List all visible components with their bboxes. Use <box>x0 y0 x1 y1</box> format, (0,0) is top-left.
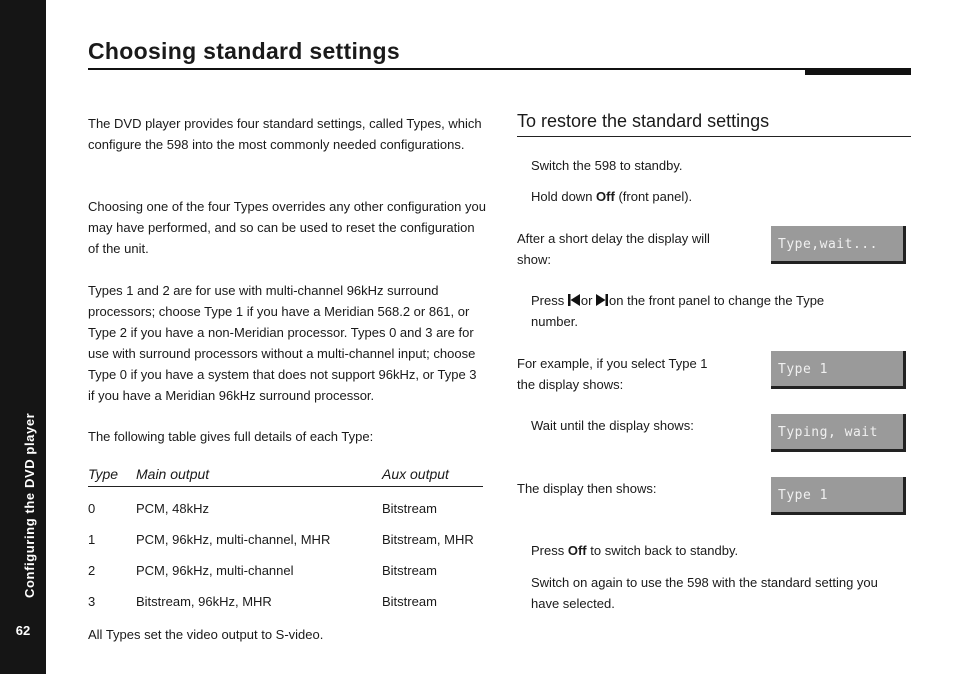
table-row <box>88 524 483 555</box>
table-row <box>88 487 483 525</box>
example-text: For example, if you select Type 1 the display shows: <box>517 356 708 392</box>
title-rule-block <box>805 68 911 75</box>
restore-heading: To restore the standard settings <box>517 111 770 131</box>
off-key-label: Off <box>596 189 615 204</box>
delay-text: After a short delay the display will show: <box>517 231 710 267</box>
cell-main-output: PCM, 48kHz <box>136 501 209 516</box>
intro-paragraph-3: Types 1 and 2 are for use with multi-channel 96kHz surround processors; choose Type 1 if you have a Meridian 568.2 or 861, or Type 2 if you have a non-Meridian processor. Types 0 and 3 are for use with surround processors without a multi-channel input; choose Type 0 if you have a system that does not support 96kHz, or Type 3 if you have a Meridian 96kHz surround processor. <box>88 283 477 403</box>
table-row <box>88 555 483 586</box>
title-rule <box>88 68 911 70</box>
cell-type: 3 <box>88 594 96 609</box>
types-table <box>88 466 483 617</box>
table-header-row <box>88 466 483 487</box>
cell-type: 1 <box>88 532 96 547</box>
cell-main-output: Bitstream, 96kHz, MHR <box>136 594 272 609</box>
page-title: Choosing standard settings <box>88 38 400 64</box>
display-readout: Typing, wait <box>771 414 906 452</box>
off-key-label: Off <box>567 543 587 558</box>
step-text: on the front panel to change the Type number. <box>531 293 825 329</box>
step-text: Hold down <box>531 189 597 204</box>
cell-aux-output: Bitstream <box>382 594 437 609</box>
display-readout: Type 1 <box>771 351 906 389</box>
display-readout: Type,wait... <box>771 226 906 264</box>
table-row <box>88 586 483 617</box>
skip-forward-icon <box>596 294 609 306</box>
step-text: to switch back to standby. <box>586 543 739 558</box>
section-label: Configuring the DVD player <box>22 412 37 598</box>
step-hold-off <box>531 186 911 207</box>
step-press-off <box>531 540 911 561</box>
header-type: Type <box>88 466 136 487</box>
header-main-output: Main output <box>136 466 382 487</box>
wait-text: Wait until the display shows: <box>531 418 694 433</box>
skip-back-icon <box>568 294 581 306</box>
cell-type: 2 <box>88 563 96 578</box>
cell-type: 0 <box>88 501 96 516</box>
intro-paragraph-2: Choosing one of the four Types overrides any other configuration you may have performed, and so can be used to reset the configuration of the unit. <box>88 199 486 256</box>
step-change-type <box>531 290 861 332</box>
then-text: The display then shows: <box>517 481 657 496</box>
page-number: 62 <box>15 623 31 638</box>
step-standby: Switch the 598 to standby. <box>531 158 683 173</box>
cell-main-output: PCM, 96kHz, multi-channel <box>136 563 294 578</box>
step-text: (front panel). <box>614 189 693 204</box>
final-step: Switch on again to use the 598 with the standard setting you have selected. <box>531 575 878 611</box>
cell-aux-output: Bitstream <box>382 501 437 516</box>
step-text: Press <box>531 543 568 558</box>
display-readout: Type 1 <box>771 477 906 515</box>
step-text: Press <box>531 293 568 308</box>
step-text: or <box>580 293 597 308</box>
table-footnote: All Types set the video output to S-video. <box>88 627 324 642</box>
cell-aux-output: Bitstream, MHR <box>382 532 474 547</box>
intro-paragraph-1: The DVD player provides four standard settings, called Types, which configure the 598 into the most commonly needed configurations. <box>88 116 482 152</box>
cell-aux-output: Bitstream <box>382 563 437 578</box>
header-aux-output: Aux output <box>382 466 483 487</box>
restore-heading-rule <box>517 136 911 137</box>
sidebar <box>0 0 46 674</box>
cell-main-output: PCM, 96kHz, multi-channel, MHR <box>136 532 331 547</box>
intro-paragraph-4: The following table gives full details of each Type: <box>88 429 374 444</box>
